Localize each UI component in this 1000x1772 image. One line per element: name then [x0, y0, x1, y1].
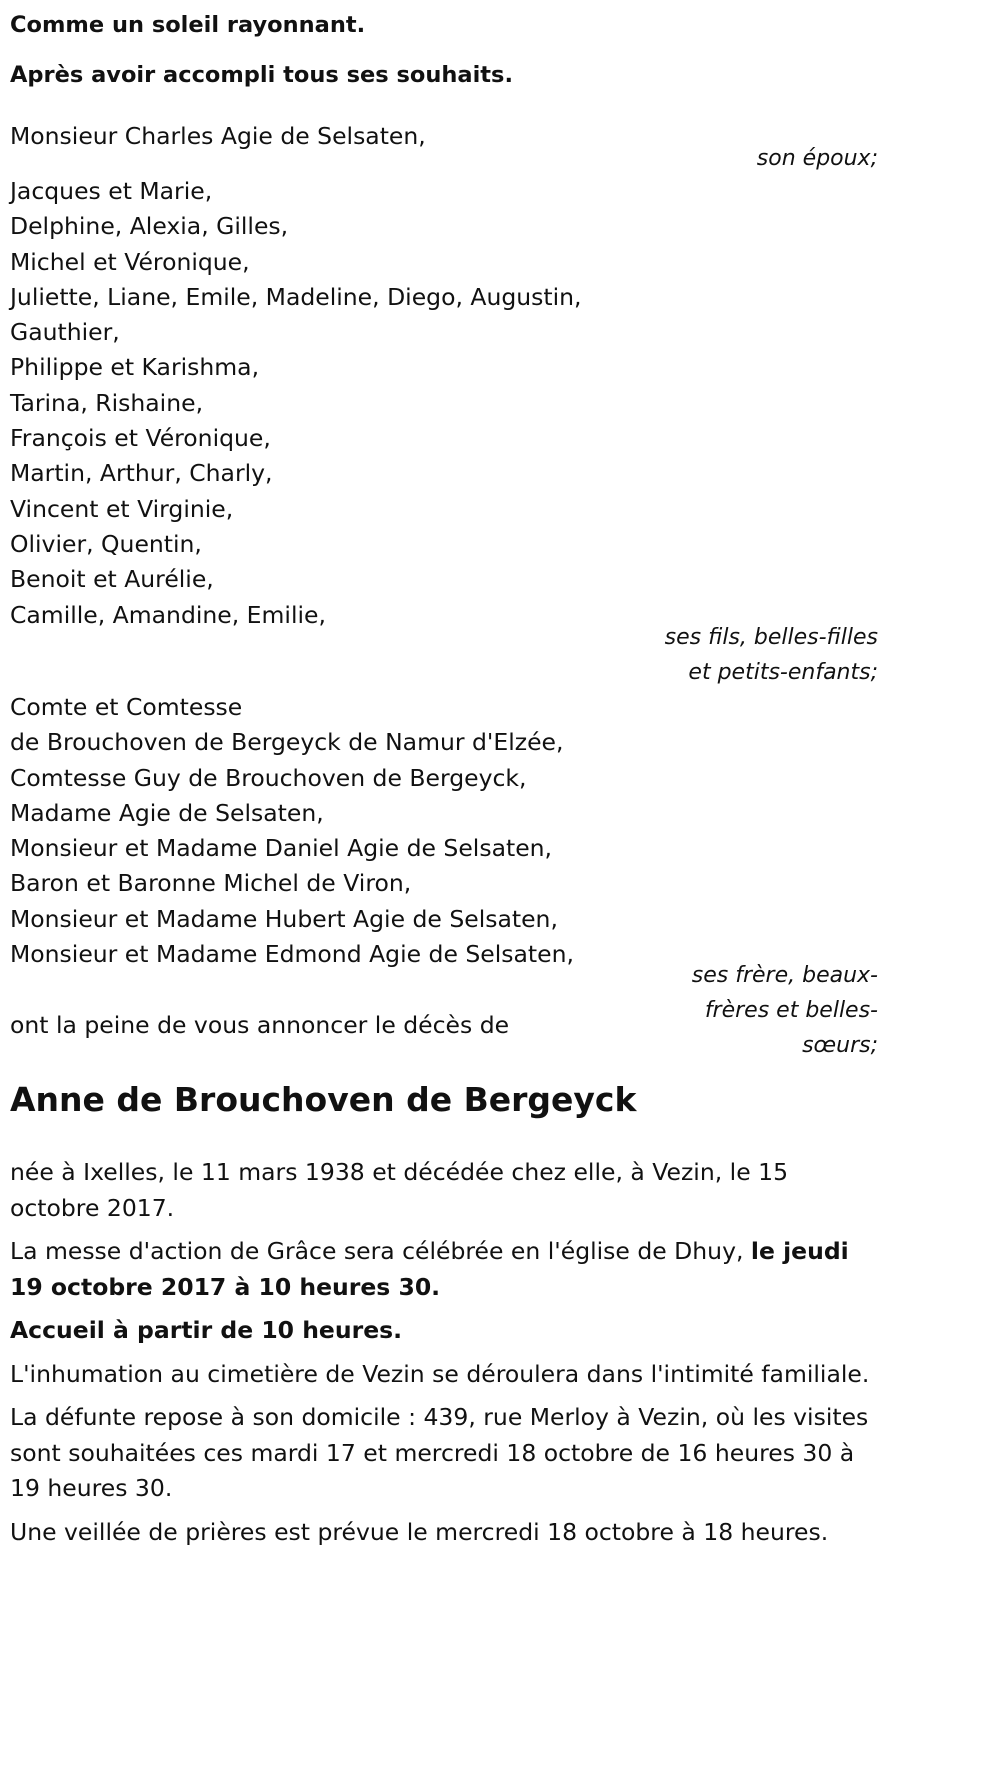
family-member-line: Olivier, Quentin, — [10, 529, 202, 558]
family-member-line: Comtesse Guy de Brouchoven de Bergeyck, — [10, 763, 527, 792]
family-member-line: Comte et Comtesse — [10, 693, 243, 721]
siblings-list — [10, 690, 878, 972]
welcome-text — [10, 1313, 878, 1349]
burial-text: L'inhumation au cimetière de Vezin se déroulera dans l'intimité familiale. — [10, 1359, 870, 1388]
spouse-name: Monsieur Charles Agie de Selsaten, — [10, 122, 426, 150]
family-member-line: Philippe et Karishma, — [10, 353, 260, 382]
family-member-line: Jacques et Marie, — [10, 177, 213, 205]
family-member-line: Madame Agie de Selsaten, — [10, 798, 324, 827]
family-member-line: Camille, Amandine, Emilie, — [10, 600, 326, 629]
relation-line: ses frère, beaux- — [691, 963, 878, 988]
visits-text: La défunte repose à son domicile : 439, rue Merloy à Vezin, où les visites sont souhaitées ces mardi 17 et mercredi 18 octobre de 16 heures 30 à 19 heures 30. — [10, 1403, 869, 1502]
family-member-line: Delphine, Alexia, Gilles, — [10, 212, 289, 241]
family-member-line: de Brouchoven de Bergeyck de Namur d'Elzée, — [10, 728, 564, 757]
family-member-line: Gauthier, — [10, 318, 120, 347]
family-member-line: Tarina, Rishaine, — [10, 388, 204, 417]
spouse-block — [10, 119, 878, 154]
family-member-line: Baron et Baronne Michel de Viron, — [10, 869, 412, 898]
vigil-text: Une veillée de prières est prévue le mercredi 18 octobre à 18 heures. — [10, 1517, 829, 1546]
deceased-name: Anne de Brouchoven de Bergeyck — [10, 1080, 637, 1119]
family-member-line: Benoit et Aurélie, — [10, 565, 214, 594]
spouse-relation — [757, 141, 878, 176]
funeral-details — [10, 1155, 878, 1558]
family-member-line: Vincent et Virginie, — [10, 494, 234, 523]
welcome-bold: Accueil à partir de 10 heures. — [10, 1316, 403, 1344]
family-member-line: Michel et Véronique, — [10, 247, 250, 276]
announcement-block — [10, 1008, 650, 1043]
birth-death-text: née à Ixelles, le 11 mars 1938 et décédée chez elle, à Vezin, le 15 octobre 2017. — [10, 1158, 789, 1222]
intro-line-2: Après avoir accompli tous ses souhaits. — [10, 62, 513, 88]
family-member-line: Monsieur et Madame Hubert Agie de Selsaten, — [10, 904, 558, 933]
children-relation — [665, 620, 878, 690]
siblings-relation — [692, 958, 878, 1063]
family-member-line: Monsieur et Madame Daniel Agie de Selsaten, — [10, 834, 553, 863]
spouse-relation-text: son époux; — [756, 146, 878, 171]
mass-prefix: La messe d'action de Grâce sera célébrée en l'église de Dhuy, — [10, 1237, 751, 1265]
family-member-line: Martin, Arthur, Charly, — [10, 459, 273, 488]
relation-line: et petits-enfants; — [688, 660, 878, 685]
relation-line: frères et belles- — [704, 998, 878, 1023]
family-member-line: François et Véronique, — [10, 424, 271, 453]
children-list — [10, 174, 878, 633]
family-member-line: Juliette, Liane, Emile, Madeline, Diego, Augustin, — [10, 282, 582, 311]
relation-line: ses fils, belles-filles — [664, 625, 878, 650]
relation-line: sœurs; — [802, 1033, 878, 1058]
announcement-text: ont la peine de vous annoncer le décès de — [10, 1011, 510, 1039]
mass-date: le jeudi 19 octobre 2017 à 10 heures 30. — [10, 1237, 849, 1301]
mass-text — [10, 1234, 878, 1305]
family-member-line: Monsieur et Madame Edmond Agie de Selsaten, — [10, 940, 574, 969]
intro-line-1: Comme un soleil rayonnant. — [10, 12, 366, 38]
